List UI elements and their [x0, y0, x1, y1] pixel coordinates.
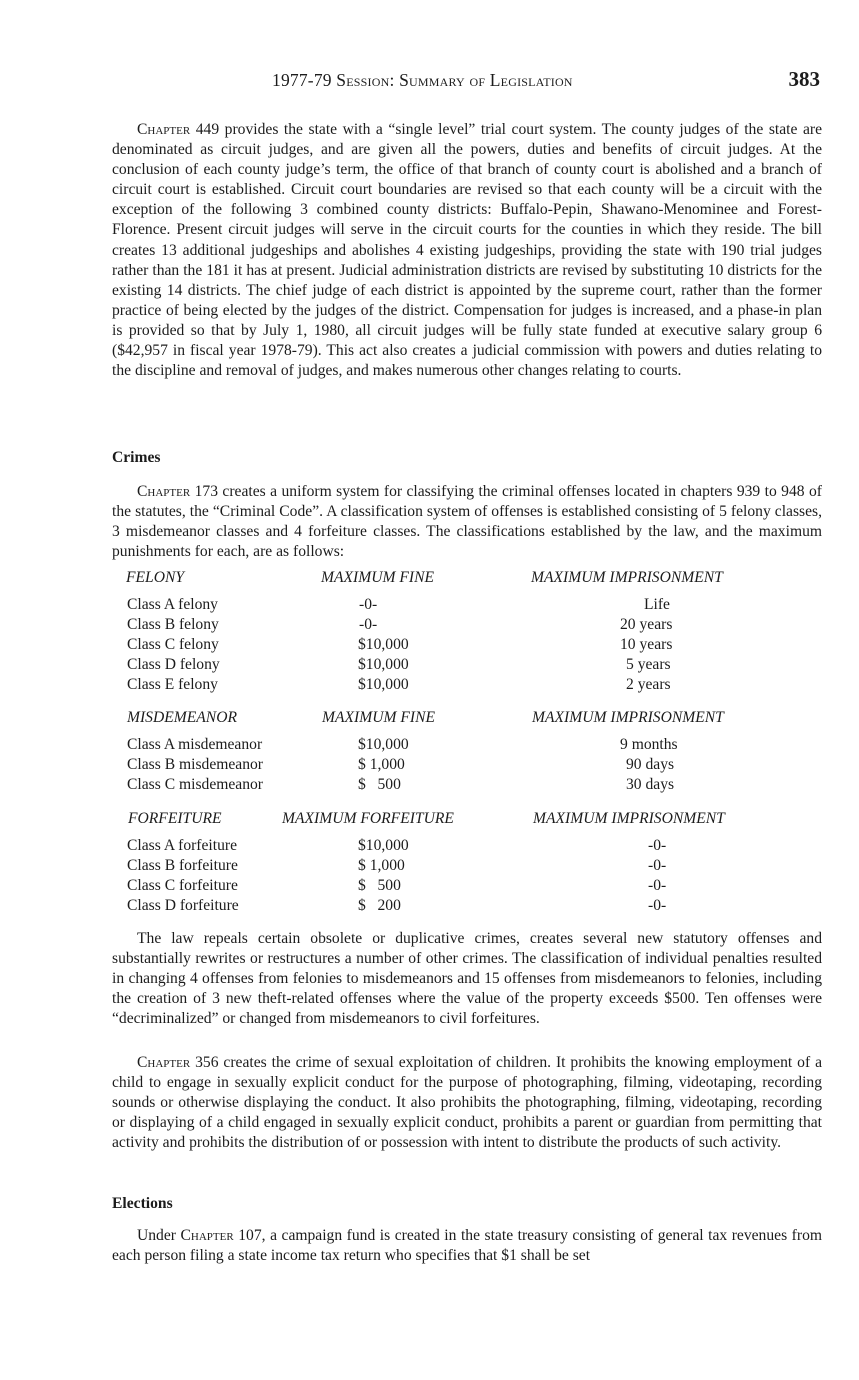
- max-imprisonment-header: MAXIMUM IMPRISONMENT: [533, 810, 725, 827]
- fine-cell: -0-: [359, 616, 378, 633]
- fine-cell: $ 200: [358, 897, 401, 914]
- table-row: [112, 596, 822, 616]
- table-row: [112, 837, 822, 857]
- table-row: [112, 676, 822, 696]
- section-heading-elections: Elections: [112, 1195, 173, 1212]
- imprisonment-cell: 20 years: [620, 616, 673, 633]
- fine-cell: $ 1,000: [358, 756, 405, 773]
- class-cell: Class A forfeiture: [127, 837, 238, 854]
- class-cell: Class B misdemeanor: [127, 756, 263, 773]
- paragraph-chapter-449: [112, 120, 822, 381]
- class-cell: Class D felony: [127, 656, 220, 673]
- felony-header: FELONY: [126, 569, 185, 586]
- paragraph-prefix: Under: [137, 1227, 181, 1244]
- fine-cell: $10,000: [358, 636, 409, 653]
- class-cell: Class B forfeiture: [127, 857, 238, 874]
- chapter-label: Chapter: [180, 1227, 234, 1244]
- chapter-label: Chapter: [137, 1054, 191, 1071]
- table-row: [112, 857, 822, 877]
- imprisonment-cell: 90 days: [626, 756, 675, 773]
- table-row: [112, 877, 822, 897]
- felony-table: [112, 569, 822, 709]
- page-number: 383: [788, 67, 820, 91]
- paragraph-text: 449 provides the state with a “single level” trial court system. The county judges of the state are denominated as circuit judges, and are given all the powers, duties and benefits of circuit judges. At the conclusion of each county judge’s term, the office of that branch of county court is abolished and a branch of circuit court is established. Circuit court boundaries are revised so that each county will be a circuit with the exception of the following 3 combined county districts: Buffalo-Pepin, Shawano-Menominee and Forest-Florence. Present circuit judges will serve in the circuit courts for the counties in which they reside. The bill creates 13 additional judgeships and abolishes 4 existing judgeships, providing the state with 190 trial judges rather than the 181 it has at present. Judicial administration districts are revised by substituting 10 districts for the existing 14 districts. The chief judge of each district is appointed by the supreme court, rather than the former practice of being elected by the judges of the district. Compensation for judges is increased, and a phase-in plan is provided so that by July 1, 1980, all circuit judges will be fully state funded at executive salary group 6 ($42,957 in fiscal year 1978-79). This act also creates a judicial commission with powers and duties relating to the discipline and removal of judges, and makes numerous other changes relating to courts.: [112, 121, 822, 380]
- fine-cell: $10,000: [358, 656, 409, 673]
- max-forfeiture-header: MAXIMUM FORFEITURE: [282, 810, 454, 827]
- class-cell: Class C felony: [127, 636, 219, 653]
- fine-cell: $ 1,000: [358, 857, 405, 874]
- paragraph-chapter-107: [112, 1226, 822, 1266]
- class-cell: Class C misdemeanor: [127, 776, 263, 793]
- fine-cell: $ 500: [358, 776, 401, 793]
- running-title-prefix: 1977-79 Session:: [272, 70, 400, 90]
- fine-cell: $ 500: [358, 877, 401, 894]
- table-row: [112, 636, 822, 656]
- imprisonment-cell: 30 days: [626, 776, 675, 793]
- class-cell: Class A misdemeanor: [127, 736, 263, 753]
- chapter-label: Chapter: [137, 121, 191, 138]
- class-cell: Class D forfeiture: [127, 897, 239, 914]
- max-imprisonment-header: MAXIMUM IMPRISONMENT: [532, 709, 724, 726]
- imprisonment-cell: -0-: [648, 857, 667, 874]
- imprisonment-cell: -0-: [648, 877, 667, 894]
- class-cell: Class C forfeiture: [127, 877, 238, 894]
- table-row: [112, 736, 822, 756]
- imprisonment-cell: 2 years: [626, 676, 671, 693]
- paragraph-text: 173 creates a uniform system for classifying the criminal offenses located in chapters 939 to 948 of the statutes, the “Criminal Code”. A classification system of offenses is established consisting of 5 felony classes, 3 misdemeanor classes and 4 forfeiture classes. The classifications established by the law, and the maximum punishments for each, are as follows:: [112, 483, 822, 561]
- misdemeanor-header: MISDEMEANOR: [127, 709, 237, 726]
- imprisonment-cell: -0-: [648, 837, 667, 854]
- table-row: [112, 897, 822, 917]
- max-fine-header: MAXIMUM FINE: [321, 569, 435, 586]
- fine-cell: $10,000: [358, 676, 409, 693]
- max-fine-header: MAXIMUM FINE: [322, 709, 436, 726]
- imprisonment-cell: -0-: [648, 897, 667, 914]
- paragraph-chapter-356: [112, 1053, 822, 1153]
- forfeiture-header: FORFEITURE: [128, 810, 222, 827]
- section-heading-crimes: Crimes: [112, 449, 161, 466]
- misdemeanor-table: [112, 709, 822, 809]
- chapter-label: Chapter: [137, 483, 191, 500]
- paragraph-law-repeals: The law repeals certain obsolete or duplicative crimes, creates several new statutory offenses and substantially rewrites or restructures a number of other crimes. The classification of individual penalties resulted in changing 4 offenses from felonies to misdemeanors and 15 offenses from misdemeanors to felonies, including the creation of 3 new theft-related offenses where the value of the property exceeds $500. Ten offenses were “decriminalized” or changed from misdemeanors to civil forfeitures.: [112, 930, 822, 1028]
- imprisonment-cell: 10 years: [620, 636, 673, 653]
- imprisonment-cell: 5 years: [626, 656, 671, 673]
- table-row: [112, 656, 822, 676]
- table-row: [112, 756, 822, 776]
- class-cell: Class A felony: [127, 596, 218, 613]
- running-title: [272, 70, 573, 91]
- paragraph-text: 107, a campaign fund is created in the state treasury consisting of general tax revenues from each person filing a state income tax return who specifies that $1 shall be set: [112, 1227, 822, 1265]
- table-row: [112, 616, 822, 636]
- running-title-main: Summary of Legislation: [399, 70, 573, 90]
- table-row: [112, 776, 822, 796]
- running-head: [112, 67, 822, 96]
- fine-cell: -0-: [359, 596, 378, 613]
- paragraph-text: 356 creates the crime of sexual exploitation of children. It prohibits the knowing employment of a child to engage in sexually explicit conduct for the purpose of photographing, filming, videotaping, recording sounds or otherwise displaying the conduct. It also prohibits the photographing, filming, videotaping, recording or displaying of a child engaged in sexually explicit conduct, prohibits a parent or guardian from permitting that activity and prohibits the distribution of or possession with intent to distribute the products of such activity.: [112, 1054, 822, 1152]
- fine-cell: $10,000: [358, 736, 409, 753]
- imprisonment-cell: 9 months: [620, 736, 678, 753]
- fine-cell: $10,000: [358, 837, 409, 854]
- forfeiture-table: [112, 810, 822, 930]
- imprisonment-cell: Life: [644, 596, 670, 613]
- class-cell: Class B felony: [127, 616, 219, 633]
- class-cell: Class E felony: [127, 676, 218, 693]
- paragraph-chapter-173: [112, 482, 822, 562]
- max-imprisonment-header: MAXIMUM IMPRISONMENT: [531, 569, 723, 586]
